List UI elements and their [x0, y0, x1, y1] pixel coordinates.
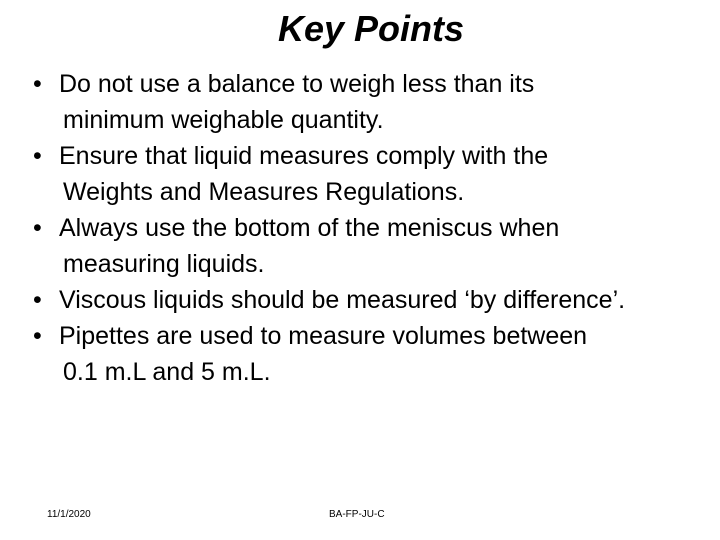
bullet-text-line: 0.1 m.L and 5 m.L.	[63, 358, 271, 386]
list-item	[33, 282, 720, 318]
bullet-icon: •	[33, 214, 42, 242]
bullet-text-line: Weights and Measures Regulations.	[63, 178, 465, 206]
list-item	[33, 66, 720, 138]
slide-title: Key Points	[277, 8, 465, 49]
list-item	[33, 138, 720, 210]
list-item	[33, 210, 720, 282]
bullet-icon: •	[33, 70, 42, 98]
bullet-text-line: Do not use a balance to weigh less than its	[59, 70, 535, 98]
bullet-text-line: minimum weighable quantity.	[63, 106, 384, 134]
bullet-text-line: Always use the bottom of the meniscus when	[59, 214, 560, 242]
footer-date: 11/1/2020	[47, 509, 91, 520]
bullet-icon: •	[33, 322, 42, 350]
footer-code: BA-FP-JU-C	[329, 509, 385, 520]
bullet-text-line: measuring liquids.	[63, 250, 265, 278]
bullet-icon: •	[33, 286, 42, 314]
key-points-list	[33, 66, 720, 390]
list-item	[33, 318, 720, 390]
bullet-icon: •	[33, 142, 42, 170]
bullet-text-line: Ensure that liquid measures comply with the	[59, 142, 549, 170]
bullet-text-line: Pipettes are used to measure volumes between	[59, 322, 588, 350]
bullet-text-line: Viscous liquids should be measured ‘by difference’.	[59, 286, 626, 314]
